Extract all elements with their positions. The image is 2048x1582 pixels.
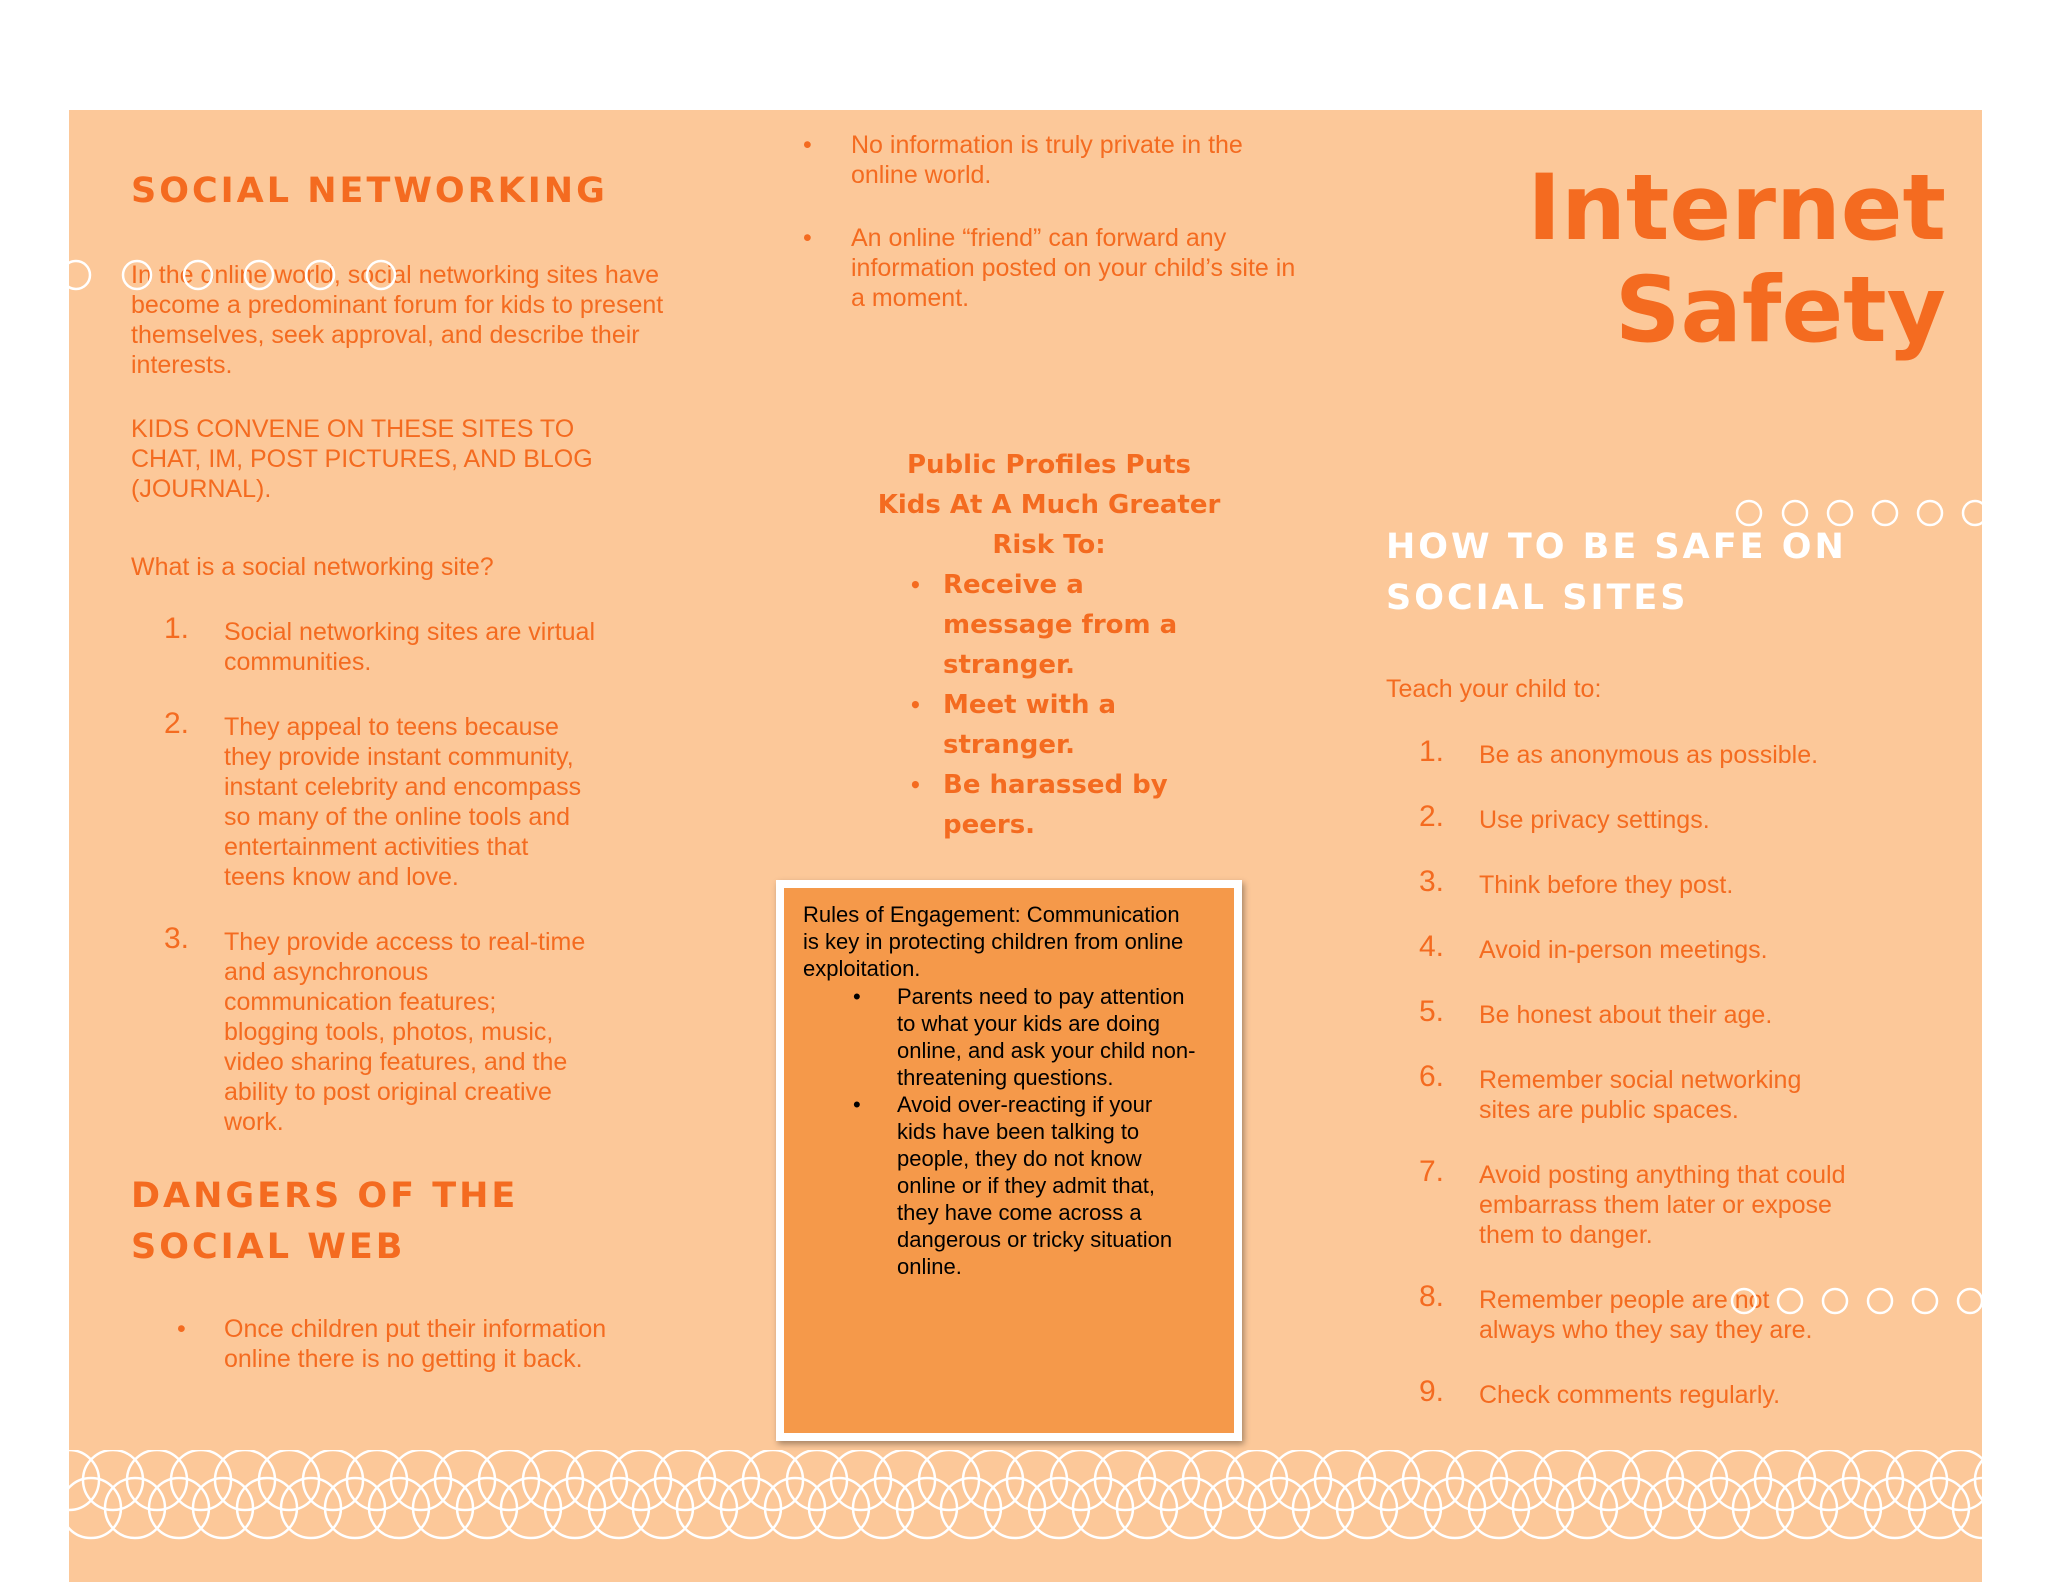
question-text	[131, 552, 494, 582]
how-to-be-safe-heading	[1386, 522, 1847, 624]
list-item	[1386, 1155, 1846, 1250]
text-line: • No information is truly private in the	[851, 131, 1243, 159]
text-line: stranger.	[943, 730, 1076, 760]
heading-text: SOCIAL NETWORKING	[131, 171, 608, 211]
rules-list	[803, 983, 1195, 1280]
text-line: always who they say they are.	[1479, 1316, 1813, 1344]
text-line: and asynchronous	[224, 958, 429, 986]
text-line: online or if they admit that,	[897, 1173, 1156, 1198]
list-item	[1386, 1060, 1845, 1125]
text-line: exploitation.	[803, 956, 921, 981]
text-line: • An online “friend” can forward any	[851, 224, 1227, 252]
caps-paragraph	[131, 414, 593, 504]
text-line: message from a	[943, 610, 1178, 640]
text-line: them to danger.	[1479, 1221, 1653, 1249]
list-number: 2.	[1419, 800, 1445, 833]
text-line: Rules of Engagement: Communication	[803, 902, 1180, 927]
text-line: • Once children put their information	[224, 1315, 607, 1343]
text-line: teens know and love.	[224, 863, 459, 891]
text-line: sites are public spaces.	[1479, 1096, 1739, 1124]
text-line: • Be harassed by	[943, 770, 1168, 800]
list-number: 1.	[1419, 735, 1445, 768]
risk-list	[839, 565, 1259, 845]
text-line: online world.	[851, 161, 992, 189]
text-line: Avoid posting anything that could	[1479, 1161, 1846, 1189]
text-line: Be honest about their age.	[1479, 1001, 1773, 1029]
list-item	[1386, 1375, 1845, 1410]
list-item	[803, 983, 1195, 1091]
text-line: • Parents need to pay attention	[897, 984, 1185, 1009]
heading-line: Kids At A Much Greater	[877, 490, 1221, 520]
heading-line: SOCIAL SITES	[1386, 578, 1689, 618]
heading-line: SOCIAL WEB	[131, 1227, 406, 1267]
list-item	[1386, 865, 1845, 900]
text-line: Social networking sites are virtual	[224, 618, 595, 646]
text-line: people, they do not know	[897, 1146, 1142, 1171]
list-number: 3.	[1419, 865, 1445, 898]
circle-ornament-left	[69, 258, 409, 292]
heading-line: HOW TO BE SAFE ON	[1386, 527, 1847, 567]
text-line: work.	[224, 1108, 284, 1136]
list-item	[1386, 930, 1845, 965]
teach-text	[1386, 674, 1601, 704]
circle-border-pattern	[69, 1450, 1982, 1582]
text-line: Avoid in-person meetings.	[1479, 936, 1768, 964]
text-line: a moment.	[851, 284, 970, 312]
social-networking-heading	[131, 166, 608, 217]
rules-of-engagement-box	[776, 880, 1242, 1441]
text-line: What is a social networking site?	[131, 553, 494, 581]
circle-ornament-right-top	[1732, 496, 1982, 530]
list-item	[839, 685, 1259, 765]
text-line: stranger.	[943, 650, 1076, 680]
text-line: is key in protecting children from online	[803, 929, 1184, 954]
list-number: 6.	[1419, 1060, 1445, 1093]
text-line: themselves, seek approval, and describe their	[131, 321, 640, 349]
text-line: Remember social networking	[1479, 1066, 1802, 1094]
list-number: 7.	[1419, 1155, 1445, 1188]
list-item	[131, 612, 595, 677]
dangers-heading	[131, 1171, 518, 1273]
text-line: online.	[897, 1254, 962, 1279]
ornament-circle	[1953, 1478, 1982, 1538]
list-item	[839, 765, 1259, 845]
list-number: 5.	[1419, 995, 1445, 1028]
list-item	[803, 223, 1295, 313]
list-item	[803, 130, 1295, 190]
text-line: Think before they post.	[1479, 871, 1734, 899]
list-number: 4.	[1419, 930, 1445, 963]
list-item	[1386, 800, 1845, 835]
text-line: Check comments regularly.	[1479, 1381, 1781, 1409]
circle-ornament-right-bottom	[1727, 1284, 1982, 1318]
definition-list	[131, 612, 595, 1172]
text-line: online, and ask your child non-	[897, 1038, 1196, 1063]
text-line: peers.	[943, 810, 1036, 840]
text-line: In the online world, social networking sites have	[131, 261, 660, 289]
list-item	[839, 565, 1259, 685]
text-line: Remember people are not	[1479, 1286, 1770, 1314]
text-line: interests.	[131, 351, 233, 379]
text-line: online there is no getting it back.	[224, 1345, 583, 1373]
heading-line: Risk To:	[992, 530, 1106, 560]
brochure-page	[69, 110, 1982, 1582]
text-line: embarrass them later or expose	[1479, 1191, 1832, 1219]
text-line: they provide instant community,	[224, 743, 574, 771]
text-line: They appeal to teens because	[224, 713, 559, 741]
text-line: they have come across a	[897, 1200, 1142, 1225]
text-line: communication features;	[224, 988, 497, 1016]
text-line: • Meet with a	[943, 690, 1117, 720]
privacy-bullets	[803, 130, 1295, 346]
text-line: dangerous or tricky situation	[897, 1227, 1173, 1252]
text-line: blogging tools, photos, music,	[224, 1018, 554, 1046]
text-line: • Receive a	[943, 570, 1084, 600]
list-item	[1386, 995, 1845, 1030]
list-number: 8.	[1419, 1280, 1445, 1313]
safety-tips-list	[1386, 735, 1846, 1445]
heading-line: Public Profiles Puts	[906, 450, 1192, 480]
brochure-title	[1527, 158, 1946, 362]
text-line: information posted on your child’s site in	[851, 254, 1296, 282]
list-item	[131, 922, 595, 1137]
text-line: entertainment activities that	[224, 833, 529, 861]
text-line: CHAT, IM, POST PICTURES, AND BLOG	[131, 445, 593, 473]
text-line: to what your kids are doing	[897, 1011, 1160, 1036]
text-line: (JOURNAL).	[131, 475, 272, 503]
title-line: Internet	[1527, 156, 1946, 261]
text-line: Be as anonymous as possible.	[1479, 741, 1819, 769]
text-line: They provide access to real-time	[224, 928, 586, 956]
text-line: ability to post original creative	[224, 1078, 552, 1106]
text-line: so many of the online tools and	[224, 803, 571, 831]
text-line: KIDS CONVENE ON THESE SITES TO	[131, 415, 575, 443]
text-line: become a predominant forum for kids to present	[131, 291, 664, 319]
text-line: • Avoid over-reacting if your	[897, 1092, 1153, 1117]
public-profiles-section	[839, 445, 1259, 845]
list-number: 9.	[1419, 1375, 1445, 1408]
text-line: Use privacy settings.	[1479, 806, 1710, 834]
text-line: kids have been talking to	[897, 1119, 1140, 1144]
public-profiles-heading	[839, 445, 1259, 565]
title-line: Safety	[1614, 258, 1946, 363]
list-number: 1.	[164, 612, 190, 645]
heading-line: DANGERS OF THE	[131, 1176, 519, 1216]
list-item	[1386, 735, 1845, 770]
list-number: 3.	[164, 922, 190, 955]
dangers-list	[131, 1314, 606, 1374]
text-line: Teach your child to:	[1386, 675, 1602, 703]
text-line: communities.	[224, 648, 372, 676]
rules-intro	[803, 901, 1183, 982]
list-item	[131, 1314, 606, 1374]
text-line: instant celebrity and encompass	[224, 773, 582, 801]
list-item	[803, 1091, 1195, 1280]
text-line: video sharing features, and the	[224, 1048, 568, 1076]
list-item	[131, 707, 595, 892]
text-line: threatening questions.	[897, 1065, 1114, 1090]
list-number: 2.	[164, 707, 190, 740]
